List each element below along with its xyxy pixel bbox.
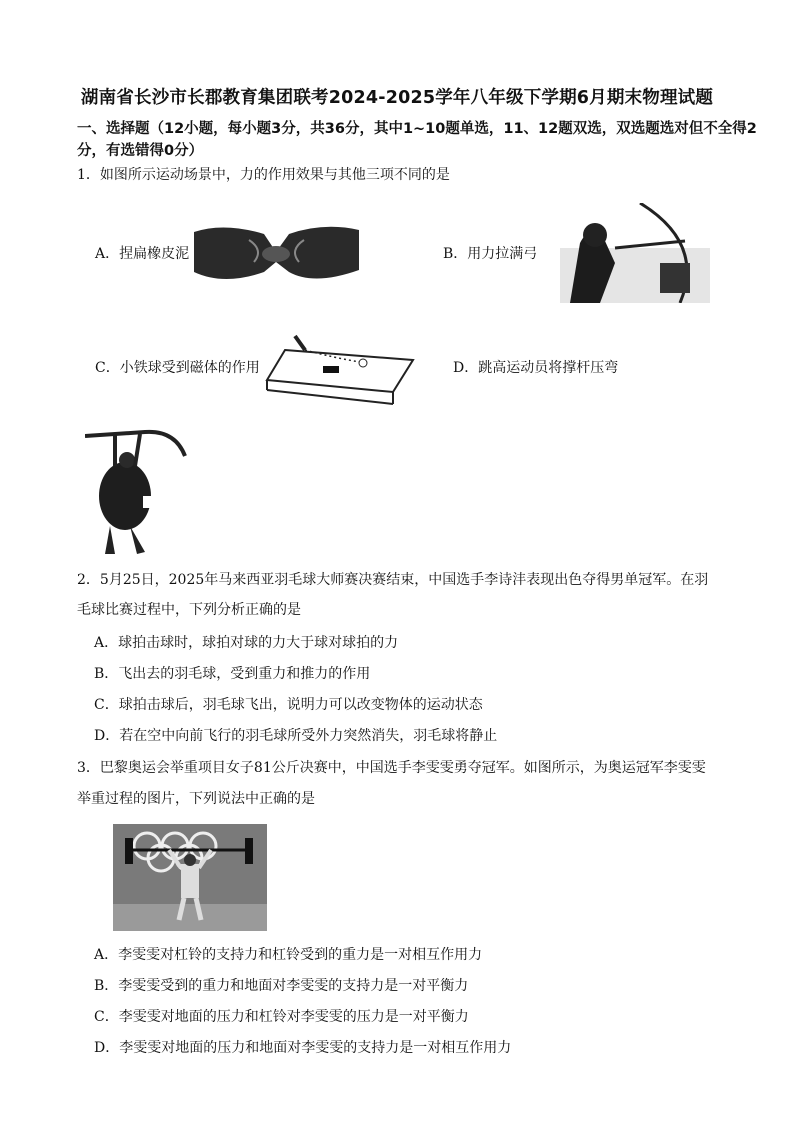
question-1-stem: 1．如图所示运动场景中，力的作用效果与其他三项不同的是 [77,167,450,183]
q2-option-a[interactable]: A．球拍击球时，球拍对球的力大于球对球拍的力 [94,635,399,651]
question-2-stem-line1: 2．5月25日，2025年马来西亚羽毛球大师赛决赛结束，中国选手李诗沣表现出色夺得男单冠军。在羽 [77,572,709,588]
page-title: 湖南省长沙市长郡教育集团联考2024-2025学年八年级下学期6月期末物理试题 [80,88,714,108]
q2-option-d[interactable]: D．若在空中向前飞行的羽毛球所受外力突然消失，羽毛球将静止 [94,728,498,744]
q3-option-a[interactable]: A．李雯雯对杠铃的支持力和杠铃受到的重力是一对相互作用力 [94,947,483,963]
question-3-stem-line2: 举重过程的图片，下列说法中正确的是 [77,791,315,807]
q1-option-a[interactable]: A．捏扁橡皮泥 [95,246,190,262]
q2-option-b[interactable]: B．飞出去的羽毛球，受到重力和推力的作用 [94,666,371,682]
pole-vaulter-image [85,426,195,558]
magnet-ball-image [265,330,415,408]
q1-option-c[interactable]: C．小铁球受到磁体的作用 [95,360,260,376]
question-2-stem-line2: 毛球比赛过程中，下列分析正确的是 [77,602,301,618]
q2-option-c[interactable]: C．球拍击球后，羽毛球飞出，说明力可以改变物体的运动状态 [94,697,483,713]
clay-hands-image [194,222,359,286]
section-heading: 一、选择题（12小题，每小题3分，共36分，其中1~10题单选，11、12题双选，双选题选对但不全得2分，有选错得0分） [77,121,757,159]
weightlifter-image [113,824,267,931]
q1-option-b[interactable]: B．用力拉满弓 [443,246,538,262]
question-3-stem-line1: 3．巴黎奥运会举重项目女子81公斤决赛中，中国选手李雯雯勇夺冠军。如图所示，为奥运冠军李雯雯 [77,760,706,776]
q3-option-b[interactable]: B．李雯雯受到的重力和地面对李雯雯的支持力是一对平衡力 [94,978,469,994]
archer-image [560,203,710,303]
q1-option-d[interactable]: D．跳高运动员将撑杆压弯 [453,360,619,376]
q3-option-c[interactable]: C．李雯雯对地面的压力和杠铃对李雯雯的压力是一对平衡力 [94,1009,469,1025]
q3-option-d[interactable]: D．李雯雯对地面的压力和地面对李雯雯的支持力是一对相互作用力 [94,1040,512,1056]
